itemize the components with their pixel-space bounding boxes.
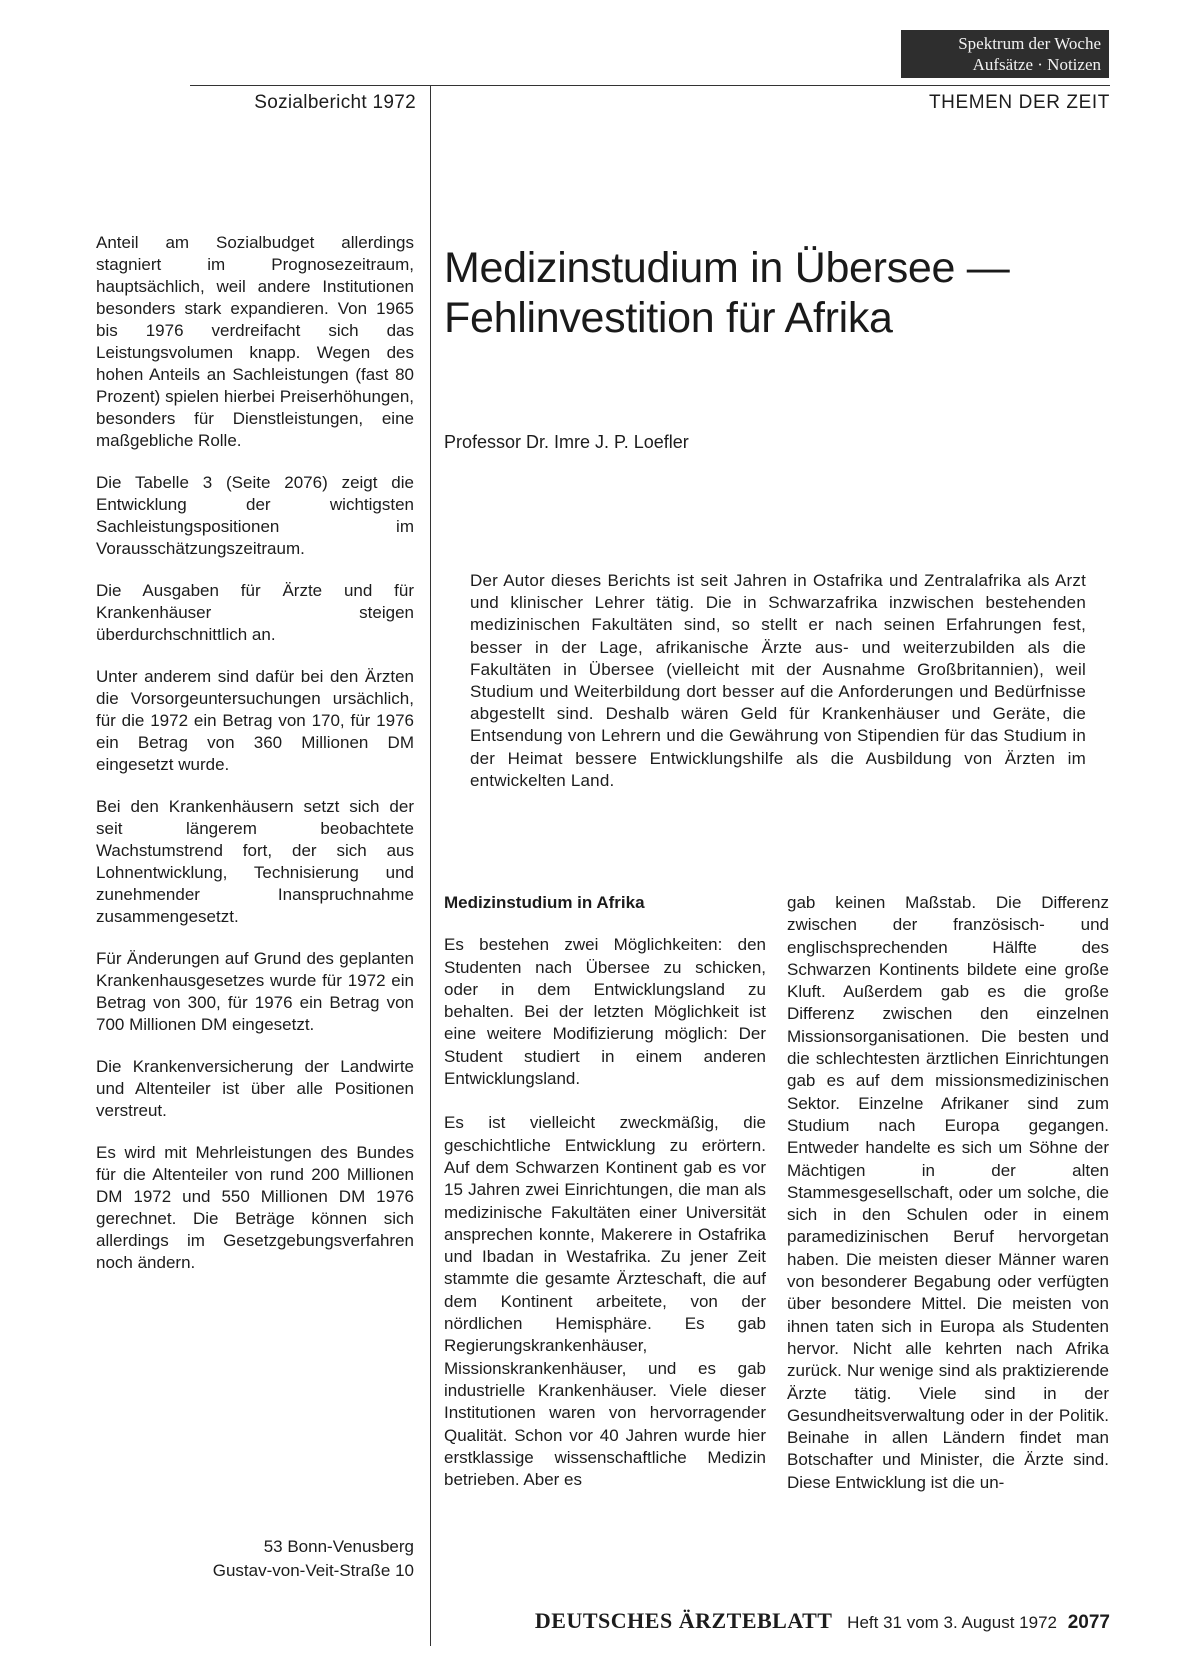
article-title bbox=[444, 243, 1084, 343]
left-paragraph-1: Anteil am Sozialbudget allerdings stagniert im Prognosezeitraum, hauptsächlich, weil andere Institutionen besonders stark expandieren. Von 1965 bis 1976 verdreifacht sich das Leistungsvolumen knapp. Wegen des hohen Anteils an Sachleistungen (fast 80 Prozent) spielen hierbei Preiserhöhungen, besonders für Dienstleistungen, eine maßgebliche Rolle. bbox=[96, 233, 414, 450]
title-line-2: Fehlinvestition für Afrika bbox=[444, 294, 893, 342]
article-column-right bbox=[787, 892, 1109, 1494]
address-line-1: 53 Bonn-Venusberg bbox=[263, 1537, 414, 1556]
left-paragraph-5: Bei den Krankenhäusern setzt sich der seit längerem beobachtete Wachstumstrend fort, der sich aus Lohnentwicklung, Technisierung und zunehmender Inanspruchnahme zusammengesetzt. bbox=[96, 797, 414, 926]
header-rule bbox=[190, 85, 1110, 86]
article-intro: Der Autor dieses Berichts ist seit Jahren in Ostafrika und Zentralafrika als Arzt und klinischer Lehrer tätig. Die in Schwarzafrika inzwischen bestehenden medizinischen Fakultäten sind, so stellt er nach seinen Erfahrungen fest, besser in der Lage, afrikanische Ärzte aus- und weiterzubilden als die Fakultäten in Übersee (vielleicht mit der Ausnahme Großbritannien), weil Studium und Weiterbildung dort besser auf die Anforderungen und Bedürfnisse abgestellt sind. Deshalb wären Geld für Krankenhäuser und Geräte, die Entsendung von Lehrern und die Gewährung von Stipendien für das Studium in der Heimat bessere Entwicklungshilfe als die Ausbildung von Ärzten im entwickelten Land. bbox=[470, 571, 1086, 790]
author-address bbox=[150, 1535, 414, 1583]
badge-line-2: Aufsätze · Notizen bbox=[972, 55, 1101, 74]
left-paragraph-2: Die Tabelle 3 (Seite 2076) zeigt die Entwicklung der wichtigsten Sachleistungspositionen im Vorausschätzungszeitraum. bbox=[96, 473, 414, 558]
running-head-left: Sozialbericht 1972 bbox=[254, 92, 416, 113]
left-paragraph-8: Es wird mit Mehrleistungen des Bundes für die Altenteiler von rund 200 Millionen DM 1972 und 550 Millionen DM 1976 gerechnet. Die Beträge können sich allerdings im Gesetzgebungsverfahren noch ändern. bbox=[96, 1143, 414, 1272]
article-column-middle bbox=[444, 892, 766, 1513]
badge-line-1: Spektrum der Woche bbox=[958, 34, 1101, 53]
section-subheading: Medizinstudium in Afrika bbox=[444, 893, 645, 912]
title-line-1: Medizinstudium in Übersee — bbox=[444, 244, 1010, 292]
left-paragraph-4: Unter anderem sind dafür bei den Ärzten die Vorsorgeuntersuchungen ursächlich, für die 1972 ein Betrag von 170, für 1976 ein Betrag von 360 Millionen DM eingesetzt wurde. bbox=[96, 667, 414, 774]
journal-name: DEUTSCHES ÄRZTEBLATT bbox=[534, 1608, 833, 1633]
page-footer bbox=[466, 1608, 1110, 1634]
right-paragraph-1: gab keinen Maßstab. Die Differenz zwischen der französisch- und englischsprechenden Hälfte des Schwarzen Kontinents bildete eine große Kluft. Außerdem gab es die große Differenz zwischen den einzelnen Missionsorganisationen. Die besten und die schlechtesten ärztlichen Einrichtungen gab es auf dem missionsmedizinischen Sektor. Einzelne Afrikaner sind zum Studium nach Europa gegangen. Entweder handelte es sich um Söhne der Mächtigen in der alten Stammesgesellschaft, oder um solche, die sich in den Schulen oder in einem paramedizinischen Beruf hervorgetan haben. Die meisten dieser Männer waren von besonderer Begabung oder verfügten über besondere Mittel. Die meisten von ihnen taten sich in Europa als Studenten hervor. Nicht alle kehrten nach Afrika zurück. Nur wenige sind als praktizierende Ärzte tätig. Viele sind in der Gesundheitsverwaltung oder in der Politik. Beinahe in allen Ländern findet man Botschafter und Minister, die Ärzte sind. Diese Entwicklung ist die un- bbox=[787, 893, 1109, 1492]
section-badge bbox=[901, 30, 1109, 78]
left-paragraph-7: Die Krankenversicherung der Landwirte und Altenteiler ist über alle Positionen verstreut. bbox=[96, 1057, 414, 1120]
left-paragraph-6: Für Änderungen auf Grund des geplanten Krankenhausgesetzes wurde für 1972 ein Betrag von 300, für 1976 ein Betrag von 700 Millionen DM eingesetzt. bbox=[96, 949, 414, 1034]
issue-info: Heft 31 vom 3. August 1972 bbox=[847, 1613, 1057, 1632]
address-line-2: Gustav-von-Veit-Straße 10 bbox=[212, 1561, 414, 1580]
middle-paragraph-1: Es bestehen zwei Möglichkeiten: den Studenten nach Übersee zu schicken, oder in dem Entwicklungsland zu behalten. Bei der letzten Möglichkeit ist eine weitere Modifizierung möglich: Der Student studiert in einem anderen Entwicklungsland. bbox=[444, 935, 766, 1089]
middle-paragraph-2: Es ist vielleicht zweckmäßig, die geschichtliche Entwicklung zu erörtern. Auf dem Schwarzen Kontinent gab es vor 15 Jahren zwei Einrichtungen, die man als medizinische Fakultäten einer Universität ansprechen konnte, Makerere in Ostafrika und Ibadan in Westafrika. Zu jener Zeit stammte die gesamte Ärzteschaft, die auf dem Kontinent arbeitete, von der nördlichen Hemisphäre. Es gab Regierungskrankenhäuser, Missionskrankenhäuser, und es gab industrielle Krankenhäuser. Viele dieser Institutionen waren von hervorragender Qualität. Schon vor 40 Jahren wurde hier erstklassige wissenschaftliche Medizin betrieben. Aber es bbox=[444, 1113, 766, 1490]
running-head-right: THEMEN DER ZEIT bbox=[928, 92, 1110, 113]
article-author: Professor Dr. Imre J. P. Loefler bbox=[444, 432, 689, 452]
column-divider bbox=[430, 86, 431, 1646]
page-number: 2077 bbox=[1067, 1612, 1110, 1633]
left-paragraph-3: Die Ausgaben für Ärzte und für Krankenhäuser steigen überdurchschnittlich an. bbox=[96, 581, 414, 644]
left-column bbox=[96, 232, 414, 1294]
